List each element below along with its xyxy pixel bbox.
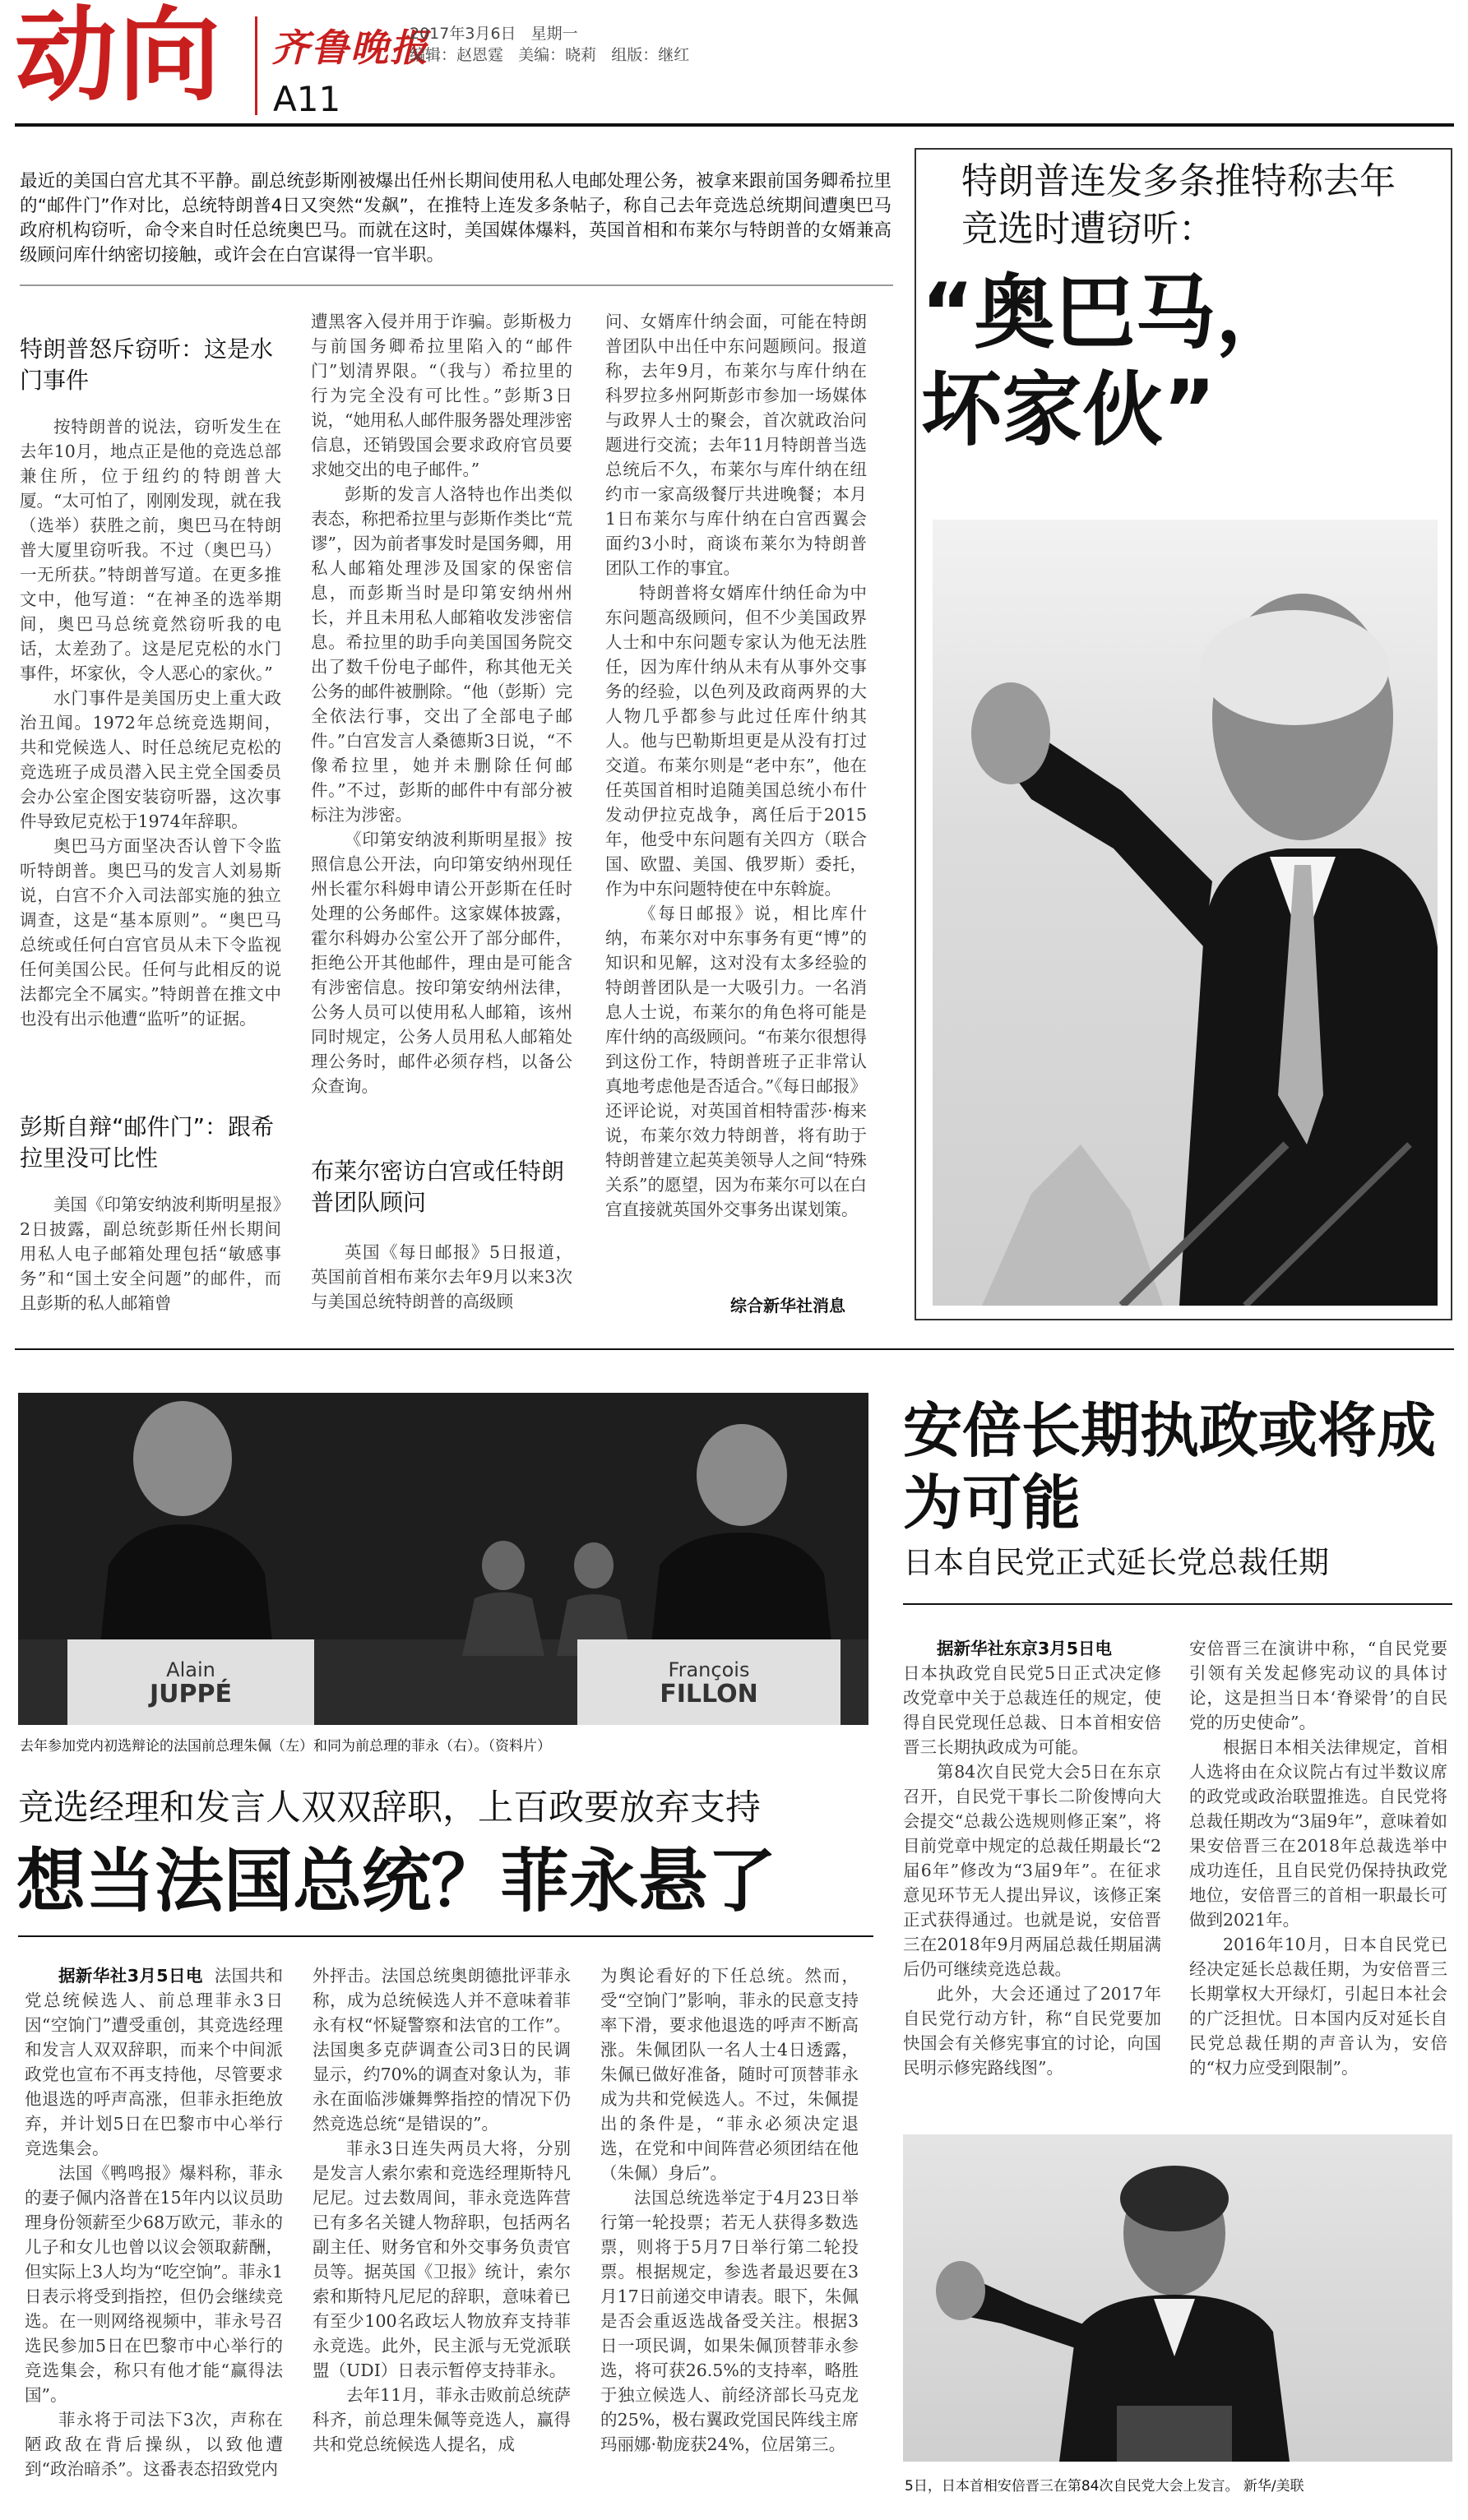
proof-credit: 组版：继红 — [611, 46, 690, 64]
trump-figure-illustration — [933, 520, 1438, 1306]
newspaper-logo: 齐鲁晚报 — [271, 25, 429, 70]
story-divider — [15, 1348, 1454, 1350]
story2-kicker: 竞选经理和发言人双双辞职，上百政要放弃支持 — [18, 1787, 761, 1829]
story1-credit: 综合新华社消息 — [730, 1296, 845, 1315]
story1-col1b: 美国《印第安纳波利斯明星报》2日披露，副总统彭斯任州长期间用私人电子邮箱处理包括“敏感事务”和“国土安全问题”的邮件，而且彭斯的私人邮箱曾 — [20, 1195, 281, 1313]
story1-col3: 问、女婿库什纳会面，可能在特朗普团队中出任中东问题顾问。报道称，去年9月，布莱尔与库什纳在科罗拉多州阿斯彭市参加一场媒体与政界人士的聚会，首次就政治问题进行交流；去年11月特朗普当选总统后不久，布莱尔与库什纳在纽约市一家高级餐厅共进晚餐；本月1日布莱尔与库什纳在白宫西翼会面约3小时，商谈布莱尔为特朗普团队工作的事宜。 特朗普将女婿库什纳任命为中东问题高级顾问，但不少美国政界人士和中东问题专家认为他无法胜任，因为库什纳从未有从事外交事务的经验，以色列及政商两界的大人物几乎都参与此过任库什纳其人。他与巴勒斯坦更是从没有打过交道。布莱尔则是“老中东”，他在任英国首相时追随美国总统小布什发动伊拉克战争，离任后于2015年，他受中东问题有关四方（联合国、欧盟、美国、俄罗斯）委托，作为中东问题特使在中东斡旋。 《每日邮报》说，相比库什纳，布莱尔对中东事务有更“博”的知识和见解，这对没有太多经验的特朗普团队是一大吸引力。一名消息人士说，布莱尔的角色将可能是库什纳的高级顾问。“布莱尔很想得到这份工作，特朗普班子正非常认真地考虑他是否适合。”《每日邮报》还评论说，对英国首相特雷莎·梅来说，布莱尔效力特朗普，将有助于特朗普建立起英美领导人之间“特殊关系”的愿望，因为布莱尔可以在白宫直接就英国外交事务出谋划策。 — [605, 312, 867, 1219]
story1-subhead-3: 布莱尔密访白宫或任特朗普团队顾问 — [311, 1158, 565, 1216]
masthead-divider — [255, 16, 257, 115]
story2-col2: 外抨击。法国总统奥朗德批评菲永称，成为总统候选人并不意味着菲永有权“怀疑警察和法官的工作”。法国奥多克萨调查公司3日的民调显示，约70%的调查对象认为，菲永在面临涉嫌舞弊指控的情况下仍然竞选总统“是错误的”。 菲永3日连失两员大将，分别是发言人索尔索和竞选经理斯特凡尼尼。过去数周间，菲永竞选阵营已有多名关键人物辞职，包括两名副主任、财务官和外交事务负责官员等。据英国《卫报》统计，索尔索和斯特凡尼尼的辞职，意味着已有至少100名政坛人物放弃支持菲永竞选。此外，民主派与无党派联盟（UDI）日表示暂停支持菲永。 去年11月，菲永击败前总统萨科齐，前总理朱佩等竞选人，赢得共和党总统候选人提名，成 — [313, 1966, 571, 2454]
page-number: A11 — [273, 79, 341, 119]
story2-dateline: 据新华社3月5日电 — [58, 1966, 203, 1986]
abe-illustration — [903, 2134, 1452, 2462]
story2-headline: 想当法国总统？菲永悬了 — [16, 1841, 777, 1921]
abe-photo — [903, 2134, 1452, 2462]
debate-photo-caption: 去年参加党内初选辩论的法国前总理朱佩（左）和同为前总理的菲永（右）。（资料片） — [20, 1738, 551, 1755]
nameplate-fillon: François FILLON — [660, 1658, 758, 1709]
story2-col3: 为舆论看好的下任总统。然而，受“空饷门”影响，菲永的民意支持率下滑，要求他退选的呼声不断高涨。朱佩团队一名人士4日透露，朱佩已做好准备，随时可顶替菲永成为共和党候选人。不过，朱佩提出的条件是，“菲永必须决定退选，在党和中间阵营必须团结在他（朱佩）身后”。 法国总统选举定于4月23日举行第一轮投票；若无人获得多数选票，则将于5月7日举行第二轮投票。根据规定，参选者最迟要在3月17日前递交申请表。眼下，朱佩是否会重返选战备受关注。根据3日一项民调，如果朱佩顶替菲永参选，将可获26.5%的支持率，略胜于独立候选人、前经济部长马克龙的25%，极右翼政党国民阵线主席玛丽娜·勒庞获24%，位居第三。 — [600, 1966, 859, 2454]
story1-headline-big: “奥巴马，坏家伙” — [921, 266, 1297, 457]
story1-lede: 最近的美国白宫尤其不平静。副总统彭斯刚被爆出任州长期间使用私人电邮处理公务，被拿来跟前国务卿希拉里的“邮件门”作对比，总统特朗普4日又突然“发飙”，在推特上连发多条帖子，称自己去年竞选总统期间遭奥巴马政府机构窃听，命令来自时任总统奥巴马。而就在这时，美国媒体爆料，英国首相和布莱尔与特朗普的女婿兼高级顾问库什纳密切接触，或许会在白宫谋得一官半职。 — [20, 171, 891, 266]
lede-rule — [20, 284, 893, 286]
story2-col1: 据新华社3月5日电 法国共和党总统候选人、前总理菲永3日因“空饷门”遭受重创，其竞选经理和发言人双双辞职，而来个中间派政党也宣布不再支持他，尽管要求他退选的呼声高涨，但菲永拒绝放弃，并计划5日在巴黎市中心举行竞选集会。 法国《鸭鸣报》爆料称，菲永的妻子佩内洛普在15年内以议员助理身份领薪至少68万欧元，菲永的儿子和女儿也曾以议会领取薪酬，但实际上3人均为“吃空饷”。菲永1日表示将受到指控，但仍会继续竞选。在一则网络视频中，菲永号召选民参加5日在巴黎市中心举行的竞选集会，称只有他才能“赢得法国”。 菲永将于司法下3次，声称在陋政敌在背后操纵，以致他遭到“政治暗杀”。这番表态招致党内 — [25, 1966, 284, 2479]
designer-credit: 美编：晓莉 — [518, 46, 597, 64]
masthead-rule — [15, 123, 1454, 127]
story3-col1: 据新华社东京3月5日电 日本执政党自民党5日正式决定修改党章中关于总裁连任的规定，使得自民党现任总裁、日本首相安倍晋三长期执政成为可能。 第84次自民党大会5日在东京召开，自民党干事长二阶俊博向大会提交“总裁公选规则修正案”，将目前党章中规定的总裁任期最长“2届6年”修改为“3届9年”。在征求意见环节无人提出异议，该修正案正式获得通过。也就是说，安倍晋三在2018年9月两届总裁任期届满后仍可继续竞选总裁。 此外，大会还通过了2017年自民党行动方针，称“自民党要加快国会有关修宪事宜的讨论，向国民明示修宪路线图”。 — [903, 1639, 1161, 2078]
story3-rule — [903, 1603, 1452, 1605]
editor-credit: 编辑：赵恩霆 — [410, 46, 504, 64]
story3-dateline: 据新华社东京3月5日电 — [937, 1639, 1113, 1658]
story1-feature-box — [915, 148, 1452, 1320]
debate-photo — [18, 1393, 868, 1725]
story1-headline-top: 特朗普连发多条推特称去年竞选时遭窃听： — [961, 160, 1396, 250]
abe-photo-caption: 5日，日本首相安倍晋三在第84次自民党大会上发言。 新华/美联 — [905, 2478, 1304, 2495]
story1-subhead-2: 彭斯自辩“邮件门”：跟希拉里没可比性 — [20, 1113, 275, 1172]
trump-photo — [933, 520, 1438, 1306]
story1-subhead-1: 特朗普怒斥窃听：这是水门事件 — [20, 335, 274, 394]
issue-date: 2017年3月6日 — [410, 25, 516, 43]
story3-headline: 安倍长期执政或将成为可能 — [903, 1396, 1437, 1537]
story1-col1a: 按特朗普的说法，窃听发生在去年10月，地点正是他的竞选总部兼住所，位于纽约的特朗普大厦。“太可怕了，刚刚发现，就在我（选举）获胜之前，奥巴马在特朗普大厦里窃听我。不过（奥巴马）一无所获。”特朗普写道。在更多推文中，他写道：“在神圣的选举期间，奥巴马总统竟然窃听我的电话，太差劲了。这是尼克松的水门事件，坏家伙，令人恶心的家伙。” 水门事件是美国历史上重大政治丑闻。1972年总统竞选期间，共和党候选人、时任总统尼克松的竞选班子成员潜入民主党全国委员会办公室企图安装窃听器，这次事件导致尼克松于1974年辞职。 奥巴马方面坚决否认曾下令监听特朗普。奥巴马的发言人刘易斯说，白宫不介入司法部实施的独立调查，这是“基本原则”。“奥巴马总统或任何白宫官员从未下令监视任何美国公民。任何与此相反的说法都完全不属实。”特朗普在推文中也没有出示他遭“监听”的证据。 — [20, 417, 281, 1029]
story1-col2b: 英国《每日邮报》5日报道，英国前首相布莱尔去年9月以来3次与美国总统特朗普的高级顾 — [311, 1242, 572, 1311]
section-title: 动向 — [15, 0, 223, 115]
story2-rule — [18, 1935, 873, 1937]
nameplate-juppe: Alain JUPPÉ — [150, 1658, 232, 1709]
issue-weekday: 星期一 — [530, 25, 578, 43]
story1-col2a: 遭黑客入侵并用于诈骗。彭斯极力与前国务卿希拉里陷入的“邮件门”划清界限。“（我与）希拉里的行为完全没有可比性。”彭斯3日说，“她用私人邮件服务器处理涉密信息，还销毁国会要求政府官员要求她交出的电子邮件。” 彭斯的发言人洛特也作出类似表态，称把希拉里与彭斯作类比“荒谬”，因为前者事发时是国务卿，用私人邮箱处理涉及国家的保密信息，而彭斯当时是印第安纳州州长，并且未用私人邮箱收发涉密信息。希拉里的助手向美国国务院交出了数千份电子邮件，称其他无关公务的邮件被删除。“他（彭斯）完全依法行事，交出了全部电子邮件。”白宫发言人桑德斯3日说，“不像希拉里，她并未删除任何邮件。”不过，彭斯的邮件中有部分被标注为涉密。 《印第安纳波利斯明星报》按照信息公开法，向印第安纳州现任州长霍尔科姆申请公开彭斯在任时处理的公务邮件。这家媒体披露，霍尔科姆办公室公开了部分邮件，拒绝公开其他邮件，理由是可能含有涉密信息。按印第安纳州法律，公务人员可以使用私人邮箱，该州同时规定，公务人员用私人邮箱处理公务时，邮件必须存档，以备公众查询。 — [311, 312, 572, 1096]
issue-date-line — [410, 25, 578, 44]
story3-col2: 安倍晋三在演讲中称，“自民党要引领有关发起修宪动议的具体讨论，这是担当日本‘脊梁骨’的自民党的历史使命”。 根据日本相关法律规定，首相人选将由在众议院占有过半数议席的政党或政治联盟推选。自民党将总裁任期改为“3届9年”，意味着如果安倍晋三在2018年总裁选举中成功连任，且自民党仍保持执政党地位，安倍晋三的首相一职最长可做到2021年。 2016年10月，日本自民党已经决定延长总裁任期，为安倍晋三长期掌权大开绿灯，引起日本社会的广泛担忧。日本国内反对延长自民党总裁任期的声音认为，安倍的“权力应受到限制”。 — [1189, 1639, 1447, 2078]
staff-credits — [410, 46, 689, 65]
story3-subhead: 日本自民党正式延长党总裁任期 — [903, 1545, 1329, 1580]
